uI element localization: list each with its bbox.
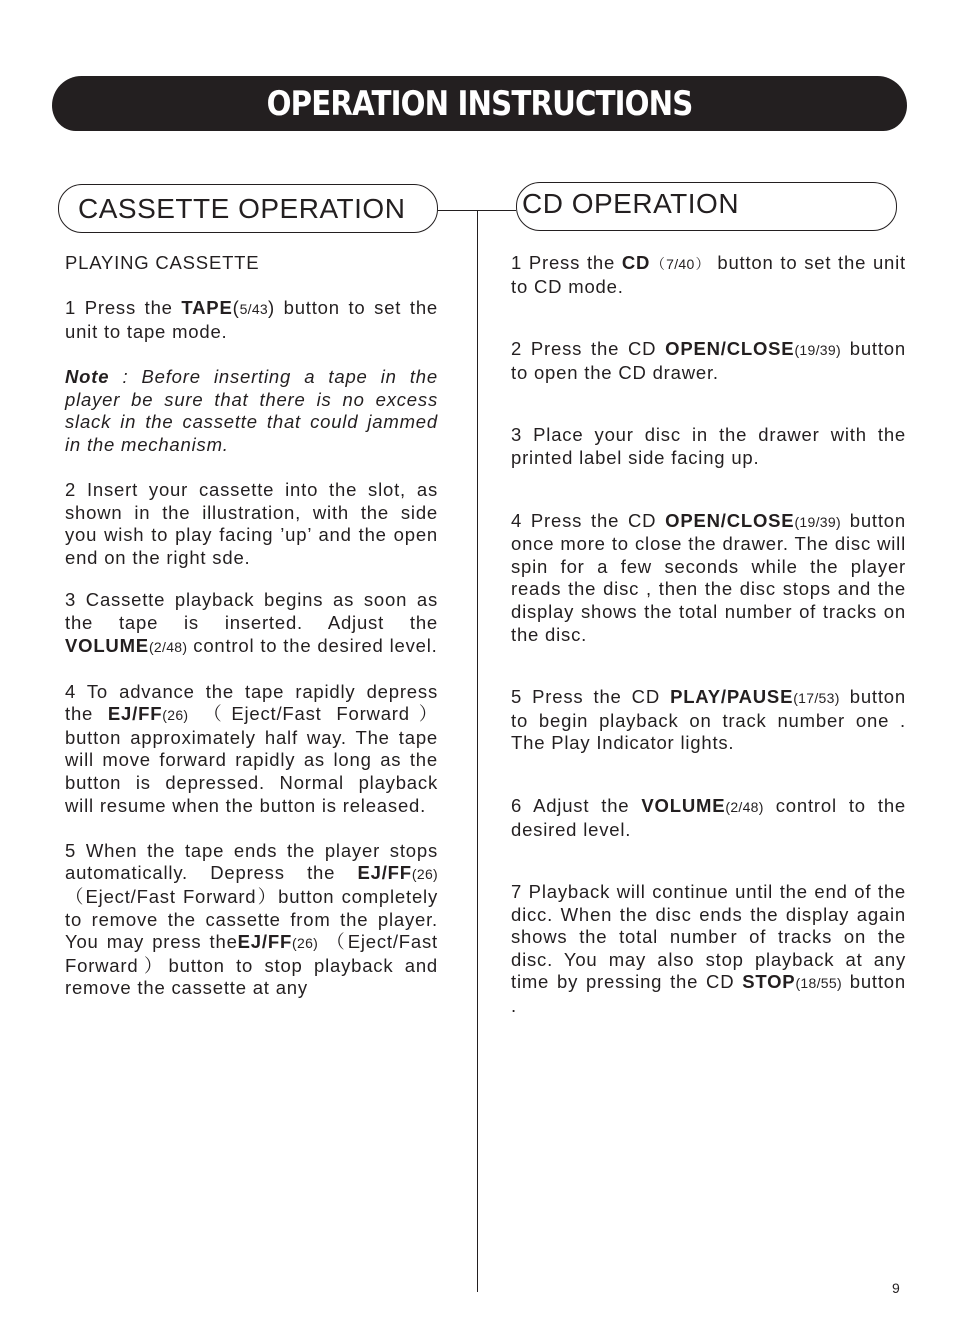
page-number: 9 [892, 1280, 900, 1296]
column-divider [477, 210, 478, 1292]
cd-operation-heading: CD OPERATION [516, 182, 897, 231]
cassette-column [65, 252, 438, 1000]
tape-button-label: TAPE [181, 297, 233, 319]
cassette-step-2: 2 Insert your cassette into the slot, as shown in the illustration, with the side you wish to play facing ’up’ and the open end on the right sde. [65, 478, 438, 568]
cd-step-2: 2 Press the CD OPEN/CLOSE(19/39) button to open the CD drawer. [511, 338, 906, 383]
cassette-step-4: 4 To advance the tape rapidly depress the EJ/FF(26) （Eject/Fast Forward）button approximately half way. The tape will move forward rapidly as long as the button is depressed. Normal playback will resume when the button is released. [65, 680, 438, 816]
cd-step-4: 4 Press the CD OPEN/CLOSE(19/39) button once more to close the drawer. The disc will spin for a few seconds while the player reads the disc , then the disc stops and the display shows the total number of tracks on the disc. [511, 509, 906, 645]
page-title: OPERATION INSTRUCTIONS [266, 83, 693, 124]
cassette-operation-heading: CASSETTE OPERATION [58, 184, 438, 233]
cd-column [511, 252, 906, 1018]
cassette-step-5: 5 When the tape ends the player stops automatically. Depress the EJ/FF(26)（Eject/Fast Forward）button completely to remove the cassette from the player. You may press theEJ/FF(26) （Eject/Fast Forward）button to stop playback and remove the cassette at any [65, 839, 438, 999]
note-label: Note [65, 365, 110, 387]
title-banner [52, 76, 907, 131]
playing-cassette-subheading: PLAYING CASSETTE [65, 252, 260, 273]
cd-step-1: 1 Press the CD（7/40） button to set the unit to CD mode. [511, 252, 906, 297]
cassette-step-3: 3 Cassette playback begins as soon as the tape is inserted. Adjust the VOLUME(2/48) control to the desired level. [65, 589, 438, 656]
cassette-note: Note : Before inserting a tape in the player be sure that there is no excess slack in the cassette that could jammed in the mechanism. [65, 365, 438, 455]
cd-step-7: 7 Playback will continue until the end of the dicc. When the disc ends the display again shows the total number of tracks on the disc. You may also stop playback at any time by pressing the CD STOP(18/55) button . [511, 881, 906, 1017]
cd-step-3: 3 Place your disc in the drawer with the printed label side facing up. [511, 424, 906, 468]
cassette-step-1: 1 Press the TAPE(5/43) button to set the unit to tape mode. [65, 297, 438, 342]
cd-step-5: 5 Press the CD PLAY/PAUSE(17/53) button to begin playback on track number one . The Play Indicator lights. [511, 686, 906, 754]
cd-step-6: 6 Adjust the VOLUME(2/48) control to the desired level. [511, 794, 906, 840]
